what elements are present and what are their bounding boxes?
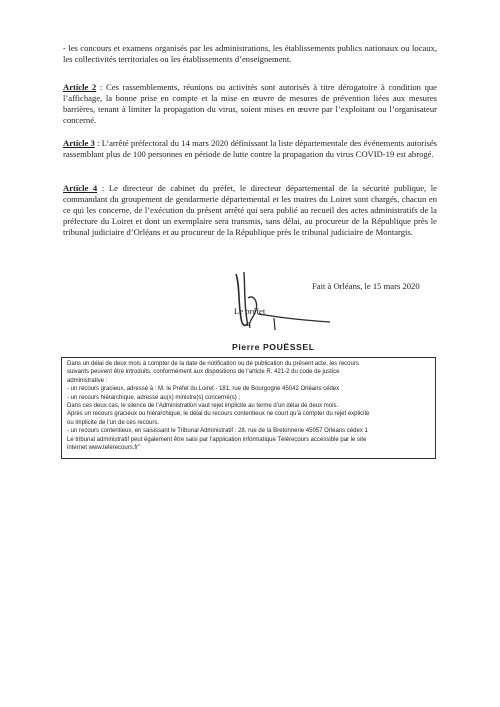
signatory-name: Pierre POUËSSEL	[232, 342, 315, 352]
article-2-heading: Article 2	[63, 82, 97, 92]
notice-line: ou implicite de l’un de ces recours.	[67, 419, 160, 426]
notice-line: internet www.telerecours.fr”	[67, 445, 141, 452]
article-4-text: : Le directeur de cabinet du préfet, le directeur départemental de la sécurité publique, le commandant du groupement de gendarmerie départemental et les maires du Loiret sont chargés, chacun en ce qui les concerne, de l’exécution du présent arrêté qui sera publié au recueil des actes administratifs de la préfecture du Loiret et dont un exemplaire sera transmis, sans délai, au procureur de la République près le tribunal judiciaire d’Orléans et au procureur de la République près le tribunal judiciaire de Montargis.	[63, 183, 437, 237]
appeal-notice-box	[61, 357, 436, 459]
article-3-text: : L’arrêté préfectoral du 14 mars 2020 définissant la liste départementale des événements autorisés rassemblant plus de 100 personnes en période de lutte contre la propagation du virus COVID-19 est abrogé.	[63, 138, 437, 159]
article-4	[63, 183, 437, 238]
notice-line: - un recours gracieux, adressé à : M. le Préfet du Loiret - 181, rue de Bourgogne 45042 Orléans cédex	[67, 386, 340, 393]
notice-line: suivants peuvent être introduits, conformément aux dispositions de l’article R. 421-2 du code de justice	[67, 369, 340, 376]
notice-line: administrative :	[67, 377, 108, 384]
list-item-concours: - les concours et examens organisés par les administrations, les établissements publics nationaux ou locaux, les collectivités territoriales ou les établissements d’enseignement.	[63, 43, 437, 64]
notice-line: Dans ces deux cas, le silence de l’Administration vaut rejet implicite au terme d’un délai de deux mois.	[67, 403, 339, 410]
notice-line: - un recours contentieux, en saisissant le Tribunal Administratif : 28, rue de la Bretonnerie 45057 Orléans cédex 1	[67, 428, 368, 435]
article-3	[63, 138, 437, 160]
notice-line: Le tribunal administratif peut également être saisi par l’application informatique Télérecours accessible par le site	[67, 436, 367, 443]
article-2	[63, 82, 437, 126]
handwritten-signature	[218, 268, 368, 338]
notice-line: - un recours hiérarchique, adressé au(x) ministre(s) concerné(s) ;	[67, 394, 241, 401]
article-4-heading: Article 4	[63, 183, 98, 193]
article-3-heading: Article 3	[63, 138, 95, 148]
notice-line: Après un recours gracieux ou hiérarchique, le délai du recours contentieux ne court qu’à compter du rejet explicite	[67, 411, 370, 418]
signatory-title: Le préfet	[234, 306, 266, 316]
place-and-date: Fait à Orléans, le 15 mars 2020	[312, 281, 420, 291]
article-2-text: : Ces rassemblements, réunions ou activités sont autorisés à titre dérogatoire à condition que l’affichage, la bonne prise en compte et la mise en œuvre de mesures de prévention liées aux mesures barrières, tenant à limiter la propagation du virus, soient mises en œuvre par l’exploitant ou l’organisateur concerné.	[63, 82, 437, 125]
notice-line: Dans un délai de deux mois à compter de la date de notification ou de publication du présent acte, les recours	[67, 361, 359, 367]
